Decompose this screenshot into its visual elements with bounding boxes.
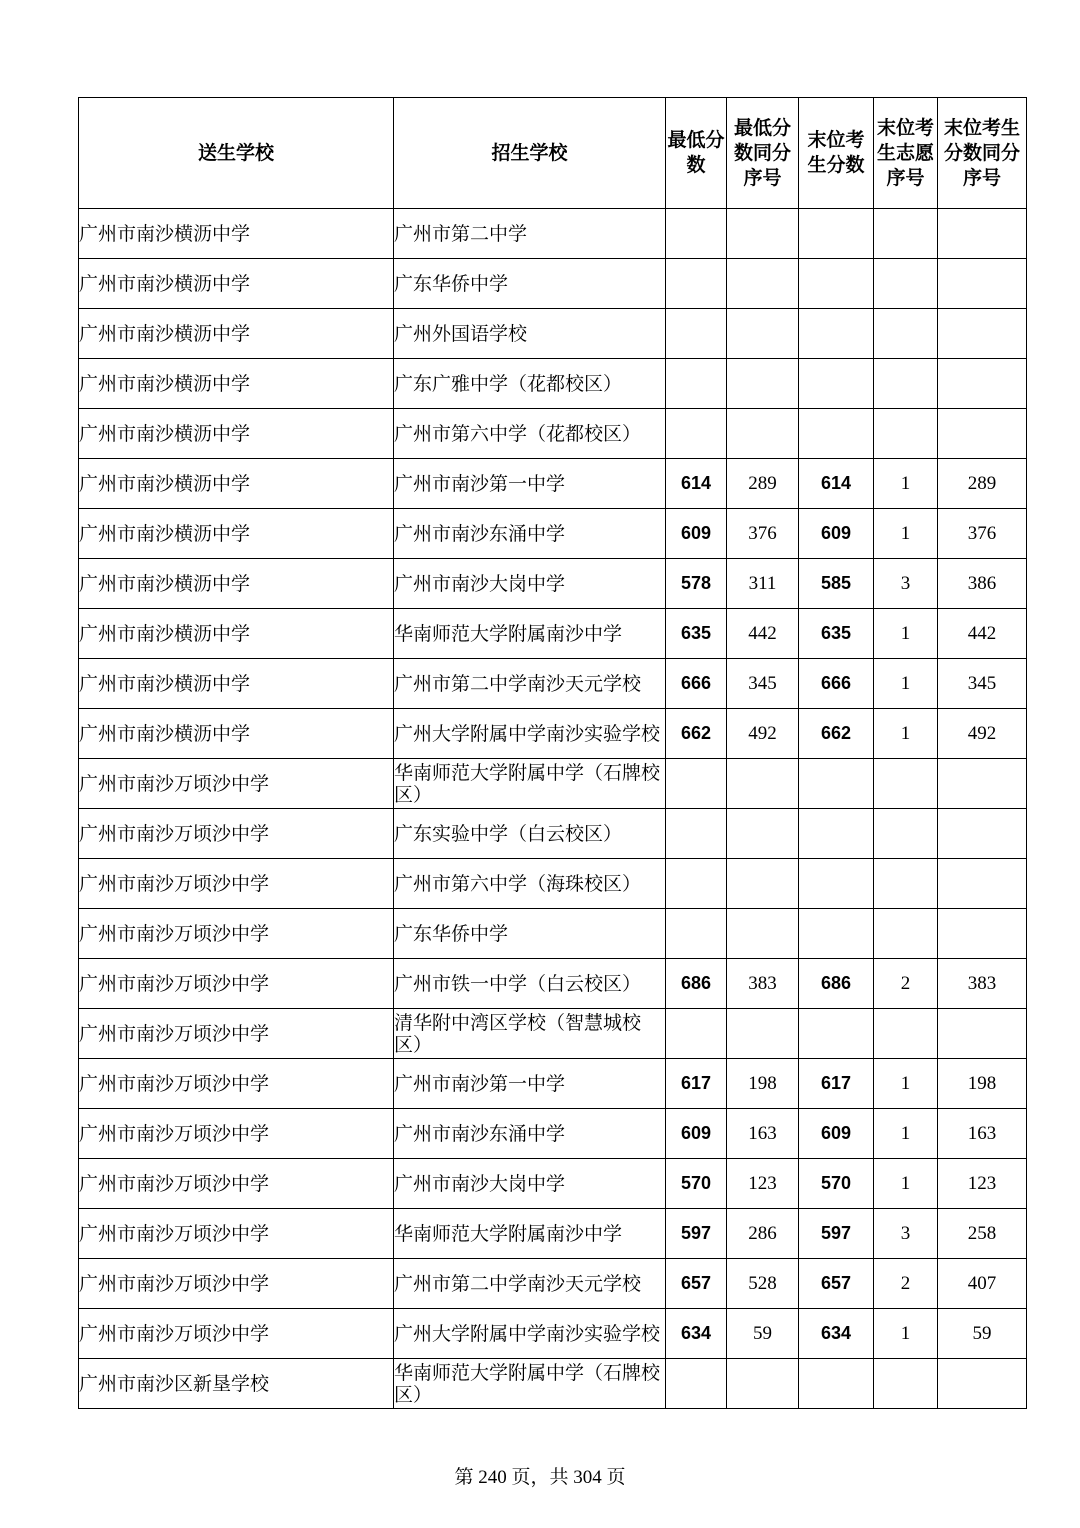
last-score-cell: 617: [799, 1059, 874, 1109]
min-score-cell: [666, 209, 727, 259]
last-choice-no-cell: [874, 759, 938, 809]
admissions-table: [78, 97, 1027, 1409]
last-choice-no-cell: 1: [874, 509, 938, 559]
min-score-rank-cell: 289: [727, 459, 799, 509]
admitting-school-cell: 广东华侨中学: [394, 259, 666, 309]
admitting-school-cell: 华南师范大学附属中学（石牌校区）: [394, 759, 666, 809]
sending-school-cell: 广州市南沙万顷沙中学: [79, 1059, 394, 1109]
admitting-school-cell: 华南师范大学附属南沙中学: [394, 609, 666, 659]
sending-school-cell: 广州市南沙横沥中学: [79, 359, 394, 409]
min-score-cell: [666, 359, 727, 409]
min-score-cell: 662: [666, 709, 727, 759]
min-score-rank-cell: 198: [727, 1059, 799, 1109]
admitting-school-cell: 广州市南沙第一中学: [394, 1059, 666, 1109]
admitting-school-cell: 广州市铁一中学（白云校区）: [394, 959, 666, 1009]
last-score-rank-cell: 492: [938, 709, 1027, 759]
sending-school-cell: 广州市南沙横沥中学: [79, 309, 394, 359]
table-header-row: [79, 98, 1027, 209]
table-row: [79, 609, 1027, 659]
admitting-school-cell: 华南师范大学附属中学（石牌校区）: [394, 1359, 666, 1409]
sending-school-cell: 广州市南沙万顷沙中学: [79, 1259, 394, 1309]
sending-school-cell: 广州市南沙横沥中学: [79, 659, 394, 709]
admitting-school-cell: 广州市第六中学（海珠校区）: [394, 859, 666, 909]
last-choice-no-cell: 1: [874, 1059, 938, 1109]
last-score-cell: 570: [799, 1159, 874, 1209]
min-score-rank-cell: [727, 1009, 799, 1059]
last-score-cell: 634: [799, 1309, 874, 1359]
last-score-cell: [799, 259, 874, 309]
min-score-cell: 635: [666, 609, 727, 659]
last-choice-no-cell: 2: [874, 1259, 938, 1309]
header-min-score: 最低分数: [666, 98, 727, 209]
min-score-cell: [666, 1009, 727, 1059]
last-score-cell: [799, 759, 874, 809]
last-choice-no-cell: 1: [874, 609, 938, 659]
last-choice-no-cell: 1: [874, 659, 938, 709]
admitting-school-cell: 清华附中湾区学校（智慧城校区）: [394, 1009, 666, 1059]
table-row: [79, 509, 1027, 559]
min-score-rank-cell: [727, 909, 799, 959]
min-score-rank-cell: [727, 409, 799, 459]
admitting-school-cell: 广州市南沙第一中学: [394, 459, 666, 509]
sending-school-cell: 广州市南沙万顷沙中学: [79, 909, 394, 959]
last-score-rank-cell: [938, 759, 1027, 809]
admitting-school-cell: 广州大学附属中学南沙实验学校: [394, 1309, 666, 1359]
sending-school-cell: 广州市南沙横沥中学: [79, 709, 394, 759]
last-score-cell: 609: [799, 1109, 874, 1159]
last-choice-no-cell: [874, 909, 938, 959]
min-score-rank-cell: 492: [727, 709, 799, 759]
last-choice-no-cell: [874, 259, 938, 309]
admitting-school-cell: 广东华侨中学: [394, 909, 666, 959]
table-row: [79, 909, 1027, 959]
sending-school-cell: 广州市南沙横沥中学: [79, 509, 394, 559]
last-choice-no-cell: [874, 859, 938, 909]
last-choice-no-cell: 1: [874, 709, 938, 759]
min-score-rank-cell: [727, 809, 799, 859]
last-score-cell: 597: [799, 1209, 874, 1259]
admitting-school-cell: 广东实验中学（白云校区）: [394, 809, 666, 859]
last-score-cell: [799, 1359, 874, 1409]
min-score-cell: 614: [666, 459, 727, 509]
header-min-score-rank: 最低分数同分序号: [727, 98, 799, 209]
table-row: [79, 959, 1027, 1009]
header-admitting-school: 招生学校: [394, 98, 666, 209]
last-score-rank-cell: [938, 409, 1027, 459]
min-score-cell: 578: [666, 559, 727, 609]
last-score-cell: [799, 1009, 874, 1059]
last-score-rank-cell: 123: [938, 1159, 1027, 1209]
sending-school-cell: 广州市南沙万顷沙中学: [79, 759, 394, 809]
table-row: [79, 309, 1027, 359]
min-score-cell: [666, 809, 727, 859]
table-row: [79, 1359, 1027, 1409]
min-score-cell: 634: [666, 1309, 727, 1359]
admitting-school-cell: 广州市第二中学: [394, 209, 666, 259]
min-score-rank-cell: 123: [727, 1159, 799, 1209]
last-choice-no-cell: [874, 409, 938, 459]
min-score-cell: [666, 1359, 727, 1409]
table-body: [79, 209, 1027, 1409]
min-score-rank-cell: [727, 759, 799, 809]
last-score-rank-cell: 386: [938, 559, 1027, 609]
last-score-rank-cell: [938, 859, 1027, 909]
admitting-school-cell: 广州市第六中学（花都校区）: [394, 409, 666, 459]
sending-school-cell: 广州市南沙横沥中学: [79, 259, 394, 309]
sending-school-cell: 广州市南沙区新垦学校: [79, 1359, 394, 1409]
min-score-cell: [666, 909, 727, 959]
table-row: [79, 659, 1027, 709]
admitting-school-cell: 广州市南沙东涌中学: [394, 509, 666, 559]
min-score-rank-cell: [727, 1359, 799, 1409]
table-row: [79, 859, 1027, 909]
last-score-rank-cell: [938, 309, 1027, 359]
last-score-cell: 585: [799, 559, 874, 609]
min-score-rank-cell: 383: [727, 959, 799, 1009]
sending-school-cell: 广州市南沙横沥中学: [79, 209, 394, 259]
last-score-cell: [799, 309, 874, 359]
last-score-cell: [799, 909, 874, 959]
last-score-cell: [799, 809, 874, 859]
table-row: [79, 1009, 1027, 1059]
table-row: [79, 209, 1027, 259]
table-row: [79, 359, 1027, 409]
table-row: [79, 259, 1027, 309]
table-row: [79, 409, 1027, 459]
min-score-cell: [666, 309, 727, 359]
min-score-cell: 686: [666, 959, 727, 1009]
last-choice-no-cell: 1: [874, 459, 938, 509]
admitting-school-cell: 广州大学附属中学南沙实验学校: [394, 709, 666, 759]
last-choice-no-cell: 1: [874, 1309, 938, 1359]
last-score-rank-cell: [938, 1359, 1027, 1409]
sending-school-cell: 广州市南沙横沥中学: [79, 559, 394, 609]
min-score-cell: 609: [666, 1109, 727, 1159]
min-score-rank-cell: [727, 209, 799, 259]
last-choice-no-cell: [874, 209, 938, 259]
last-score-rank-cell: [938, 909, 1027, 959]
min-score-cell: [666, 409, 727, 459]
sending-school-cell: 广州市南沙横沥中学: [79, 609, 394, 659]
header-last-score: 末位考生分数: [799, 98, 874, 209]
min-score-rank-cell: 376: [727, 509, 799, 559]
last-score-cell: [799, 409, 874, 459]
last-choice-no-cell: 1: [874, 1159, 938, 1209]
last-score-cell: 666: [799, 659, 874, 709]
admitting-school-cell: 广州市南沙大岗中学: [394, 559, 666, 609]
last-score-cell: 657: [799, 1259, 874, 1309]
last-choice-no-cell: 1: [874, 1109, 938, 1159]
last-score-rank-cell: [938, 259, 1027, 309]
min-score-rank-cell: 345: [727, 659, 799, 709]
last-score-rank-cell: 289: [938, 459, 1027, 509]
table-row: [79, 1159, 1027, 1209]
min-score-cell: 617: [666, 1059, 727, 1109]
last-score-cell: 614: [799, 459, 874, 509]
admitting-school-cell: 广州市第二中学南沙天元学校: [394, 1259, 666, 1309]
last-score-rank-cell: [938, 209, 1027, 259]
admitting-school-cell: 广州市第二中学南沙天元学校: [394, 659, 666, 709]
min-score-rank-cell: [727, 309, 799, 359]
header-last-score-rank: 末位考生分数同分序号: [938, 98, 1027, 209]
last-choice-no-cell: 3: [874, 559, 938, 609]
last-choice-no-cell: [874, 359, 938, 409]
table-row: [79, 459, 1027, 509]
last-score-rank-cell: 442: [938, 609, 1027, 659]
admitting-school-cell: 广东广雅中学（花都校区）: [394, 359, 666, 409]
last-score-rank-cell: 407: [938, 1259, 1027, 1309]
sending-school-cell: 广州市南沙万顷沙中学: [79, 1309, 394, 1359]
admitting-school-cell: 广州市南沙东涌中学: [394, 1109, 666, 1159]
header-last-choice-no: 末位考生志愿序号: [874, 98, 938, 209]
last-score-rank-cell: [938, 809, 1027, 859]
table-row: [79, 759, 1027, 809]
last-choice-no-cell: [874, 309, 938, 359]
min-score-rank-cell: 163: [727, 1109, 799, 1159]
last-score-cell: 609: [799, 509, 874, 559]
last-score-cell: [799, 209, 874, 259]
last-choice-no-cell: 2: [874, 959, 938, 1009]
table-row: [79, 1209, 1027, 1259]
table-row: [79, 1109, 1027, 1159]
min-score-cell: 570: [666, 1159, 727, 1209]
min-score-cell: [666, 859, 727, 909]
last-score-rank-cell: [938, 1009, 1027, 1059]
last-score-rank-cell: 198: [938, 1059, 1027, 1109]
page-footer: 第 240 页，共 304 页: [454, 1467, 626, 1488]
sending-school-cell: 广州市南沙万顷沙中学: [79, 1109, 394, 1159]
table-row: [79, 1059, 1027, 1109]
table-row: [79, 809, 1027, 859]
header-sending-school: 送生学校: [79, 98, 394, 209]
min-score-rank-cell: 59: [727, 1309, 799, 1359]
table-row: [79, 1309, 1027, 1359]
last-score-rank-cell: 59: [938, 1309, 1027, 1359]
last-score-rank-cell: 345: [938, 659, 1027, 709]
min-score-cell: 609: [666, 509, 727, 559]
min-score-cell: 657: [666, 1259, 727, 1309]
admitting-school-cell: 广州市南沙大岗中学: [394, 1159, 666, 1209]
sending-school-cell: 广州市南沙万顷沙中学: [79, 1159, 394, 1209]
sending-school-cell: 广州市南沙万顷沙中学: [79, 1009, 394, 1059]
last-score-cell: 686: [799, 959, 874, 1009]
min-score-rank-cell: [727, 859, 799, 909]
sending-school-cell: 广州市南沙万顷沙中学: [79, 859, 394, 909]
sending-school-cell: 广州市南沙横沥中学: [79, 459, 394, 509]
last-score-rank-cell: 258: [938, 1209, 1027, 1259]
min-score-rank-cell: 286: [727, 1209, 799, 1259]
admitting-school-cell: 华南师范大学附属南沙中学: [394, 1209, 666, 1259]
last-score-cell: [799, 359, 874, 409]
last-score-cell: 635: [799, 609, 874, 659]
min-score-rank-cell: 528: [727, 1259, 799, 1309]
table-row: [79, 1259, 1027, 1309]
sending-school-cell: 广州市南沙万顷沙中学: [79, 1209, 394, 1259]
sending-school-cell: 广州市南沙横沥中学: [79, 409, 394, 459]
last-choice-no-cell: [874, 1359, 938, 1409]
last-score-rank-cell: 376: [938, 509, 1027, 559]
min-score-rank-cell: [727, 359, 799, 409]
table-row: [79, 559, 1027, 609]
last-score-cell: [799, 859, 874, 909]
min-score-cell: 597: [666, 1209, 727, 1259]
min-score-cell: [666, 259, 727, 309]
last-score-cell: 662: [799, 709, 874, 759]
last-score-rank-cell: 383: [938, 959, 1027, 1009]
last-choice-no-cell: [874, 809, 938, 859]
min-score-rank-cell: [727, 259, 799, 309]
min-score-rank-cell: 442: [727, 609, 799, 659]
min-score-rank-cell: 311: [727, 559, 799, 609]
sending-school-cell: 广州市南沙万顷沙中学: [79, 809, 394, 859]
admitting-school-cell: 广州外国语学校: [394, 309, 666, 359]
sending-school-cell: 广州市南沙万顷沙中学: [79, 959, 394, 1009]
last-choice-no-cell: [874, 1009, 938, 1059]
last-score-rank-cell: 163: [938, 1109, 1027, 1159]
last-score-rank-cell: [938, 359, 1027, 409]
min-score-cell: [666, 759, 727, 809]
min-score-cell: 666: [666, 659, 727, 709]
table-row: [79, 709, 1027, 759]
last-choice-no-cell: 3: [874, 1209, 938, 1259]
